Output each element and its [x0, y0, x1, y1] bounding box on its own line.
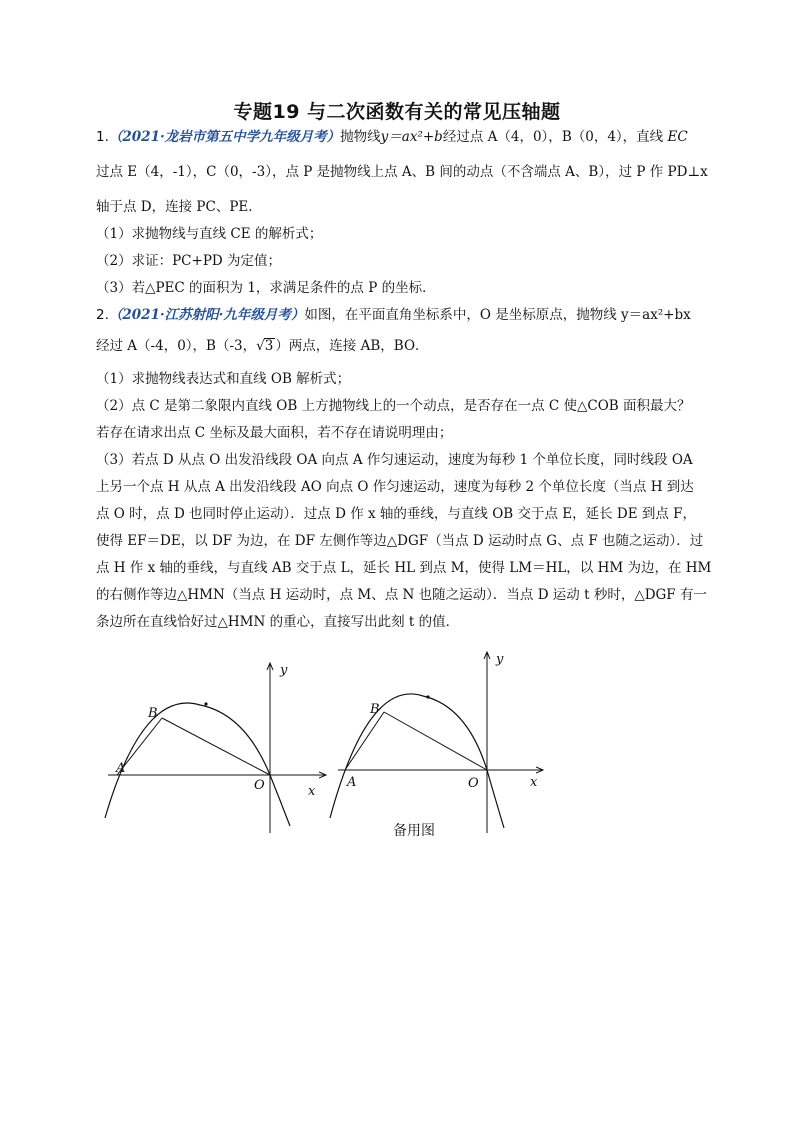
label-x: x — [530, 775, 538, 790]
label-b: B — [370, 702, 380, 717]
figure-caption: 备用图 — [393, 823, 435, 839]
q1-line-2: 过点 E（4，-1），C（0，-3），点 P 是抛物线上点 A、B 间的动点（不含端点 A、B），过 P 作 PD⊥x — [96, 164, 708, 180]
label-y: y — [496, 652, 504, 667]
q2-sub-1: （1）求抛物线表达式和直线 OB 解析式； — [96, 371, 351, 387]
segment-bo — [384, 712, 487, 770]
q2-radicand: 3 — [264, 338, 274, 354]
q1-point-b: B（0，4），直线 — [561, 129, 664, 145]
label-b: B — [148, 706, 158, 721]
q2-number: 2. — [96, 307, 109, 323]
vertex-dot — [426, 695, 429, 698]
q2-sub-3-line-1: （3）若点 D 从点 O 出发沿线段 OA 向点 A 作匀速运动，速度为每秒 1 个单位长度，同时线段 OA — [96, 452, 693, 468]
q1-sub-2: （2）求证：PC+PD 为定值； — [96, 253, 282, 269]
q1-number: 1. — [96, 129, 109, 145]
label-o: O — [468, 776, 479, 791]
q2-sub-2-line-2: 若存在请求出点 C 坐标及最大面积，若不存在请说明理由； — [96, 425, 453, 441]
q2-sub-3-line-7: 条边所在直线恰好过△HMN 的重心，直接写出此刻 t 的值． — [96, 614, 460, 630]
label-x: x — [308, 784, 316, 799]
segment-bo — [162, 718, 270, 775]
q2-sub-3-line-5: 点 H 作 x 轴的垂线，与直线 AB 交于点 L，延长 HL 到点 M，使得 LM＝HL，以 HM 为边，在 HM — [96, 560, 712, 576]
q2-line-1 — [96, 306, 691, 324]
figure-2 — [330, 652, 542, 833]
parabola-curve — [330, 694, 504, 828]
q2-text-2b: ）两点，连接 AB，BO． — [275, 338, 429, 354]
sqrt-symbol: √ — [256, 338, 265, 354]
vertex-dot — [204, 702, 207, 705]
figures — [100, 648, 560, 848]
q2-line-2 — [96, 337, 429, 355]
q2-text-2a: 经过 A（-4，0），B（-3， — [96, 338, 257, 354]
q1-sub-1: （1）求抛物线与直线 CE 的解析式； — [96, 226, 323, 242]
q1-source: （2021·龙岩市第五中学九年级月考） — [108, 129, 341, 145]
q1-text-a: 抛物线 — [340, 129, 381, 145]
label-a: A — [347, 775, 357, 790]
figure-1 — [105, 663, 325, 833]
label-o: O — [254, 778, 265, 793]
q1-line-1 — [96, 128, 688, 146]
parabola-curve — [105, 703, 290, 826]
q2-source: （2021·江苏射阳·九年级月考） — [108, 307, 305, 323]
q2-text-1: 如图，在平面直角坐标系中，O 是坐标原点，抛物线 y＝ax²+bx — [304, 307, 691, 323]
segment-ab — [345, 712, 384, 770]
q2-sub-3-line-3: 点 O 时，点 D 也同时停止运动）．过点 D 作 x 轴的垂线，与直线 OB 交于点 E，延长 DE 到点 F， — [96, 506, 697, 522]
label-y: y — [280, 663, 288, 678]
q2-sub-3-line-6: 的右侧作等边△HMN（当点 H 运动时，点 M、点 N 也随之运动）．当点 D 运动 t 秒时，△DGF 有一 — [96, 587, 707, 603]
page-title: 专题19 与二次函数有关的常见压轴题 — [233, 101, 561, 123]
q1-point-a: A（4，0）， — [487, 129, 562, 145]
parabola-figures — [100, 648, 560, 848]
q1-line-3: 轴于点 D，连接 PC、PE． — [96, 199, 262, 215]
q2-sub-3-line-2: 上另一个点 H 从点 A 出发沿线段 AO 向点 O 作匀速运动，速度为每秒 2 个单位长度（当点 H 到达 — [96, 479, 694, 495]
q2-sub-2-line-1: （2）点 C 是第二象限内直线 OB 上方抛物线上的一个动点，是否存在一点 C 使△COB 面积最大？ — [96, 398, 691, 414]
label-a: A — [116, 761, 126, 776]
q1-equation: y＝ax²+b — [380, 129, 443, 145]
q2-sub-3-line-4: 使得 EF＝DE，以 DF 为边，在 DF 左侧作等边△DGF（当点 D 运动时点 G、点 F 也随之运动）．过 — [96, 533, 704, 549]
q1-sub-3: （3）若△PEC 的面积为 1，求满足条件的点 P 的坐标． — [96, 280, 436, 296]
q1-line-ec: EC — [667, 129, 688, 145]
q1-text-b: 经过点 — [442, 129, 484, 145]
